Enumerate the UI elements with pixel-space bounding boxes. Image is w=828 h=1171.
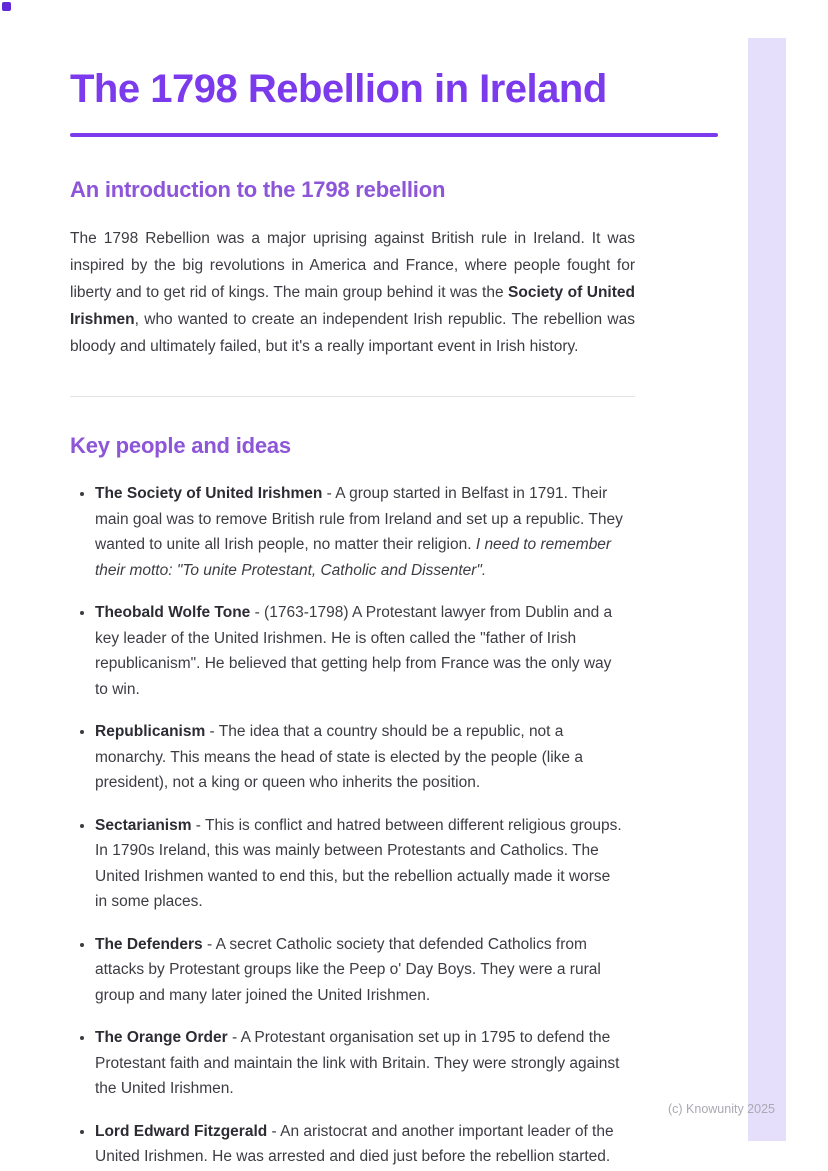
term: Theobald Wolfe Tone	[95, 604, 251, 622]
list-item	[95, 1025, 625, 1102]
list-item	[95, 1119, 625, 1170]
list-item	[95, 932, 625, 1009]
item-text: - An aristocrat and another important leader of the United Irishmen. He was arrested and died just before the rebellion started.	[95, 1122, 614, 1166]
item-note: I need to remember their motto: "To unite Protestant, Catholic and Dissenter".	[95, 536, 612, 579]
intro-text-after: , who wanted to create an independent Irish republic. The rebellion was bloody and ultimately failed, but it's a really important event in Irish history.	[70, 311, 635, 356]
intro-text-before: The 1798 Rebellion was a major uprising against British rule in Ireland. It was inspired by the big revolutions in America and France, where people fought for liberty and to get rid of kings. The main group behind it was the	[70, 230, 635, 302]
page-corner-mark	[2, 2, 11, 11]
term: The Defenders	[95, 935, 203, 953]
term: Sectarianism	[95, 816, 192, 834]
term: The Society of United Irishmen	[95, 485, 323, 503]
list-item	[95, 481, 625, 583]
term: Lord Edward Fitzgerald	[95, 1122, 268, 1140]
intro-bold-term: Society of United Irishmen	[70, 284, 635, 329]
copyright-watermark: (c) Knowunity 2025	[667, 1102, 775, 1116]
title-underline-rule	[70, 133, 718, 137]
right-margin-strip	[748, 38, 786, 1141]
item-text: - A secret Catholic society that defended Catholics from attacks by Protestant groups like the Peep o' Day Boys. They were a rural group and many later joined the United Irishmen.	[95, 935, 601, 1004]
term: The Orange Order	[95, 1029, 228, 1047]
term: Republicanism	[95, 723, 206, 741]
list-item	[95, 719, 625, 796]
intro-paragraph	[70, 225, 635, 360]
section-divider	[70, 396, 635, 397]
item-text: - A group started in Belfast in 1791. Their main goal was to remove British rule from Ireland and set up a republic. They wanted to unite all Irish people, no matter their religion.	[95, 485, 623, 554]
text-column	[70, 177, 635, 1170]
key-people-list	[70, 481, 625, 1170]
list-item	[95, 600, 625, 702]
item-text: - A Protestant organisation set up in 1795 to defend the Protestant faith and maintain the link with Britain. They were strongly against the United Irishmen.	[95, 1029, 620, 1098]
item-text: - This is conflict and hatred between different religious groups. In 1790s Ireland, this was mainly between Protestants and Catholics. The United Irishmen wanted to end this, but the rebellion actually made it worse in some places.	[95, 816, 622, 911]
page-content	[70, 66, 718, 1171]
list-item	[95, 813, 625, 915]
intro-section-heading: An introduction to the 1798 rebellion	[70, 177, 446, 203]
page-title: The 1798 Rebellion in Ireland	[70, 67, 607, 111]
item-text: - (1763-1798) A Protestant lawyer from Dublin and a key leader of the United Irishmen. He is often called the "father of Irish republicanism". He believed that getting help from France was the only way to win.	[95, 604, 613, 698]
item-text: - The idea that a country should be a republic, not a monarchy. This means the head of state is elected by the people (like a president), not a king or queen who inherits the position.	[95, 723, 583, 792]
key-people-section-heading: Key people and ideas	[70, 433, 291, 459]
